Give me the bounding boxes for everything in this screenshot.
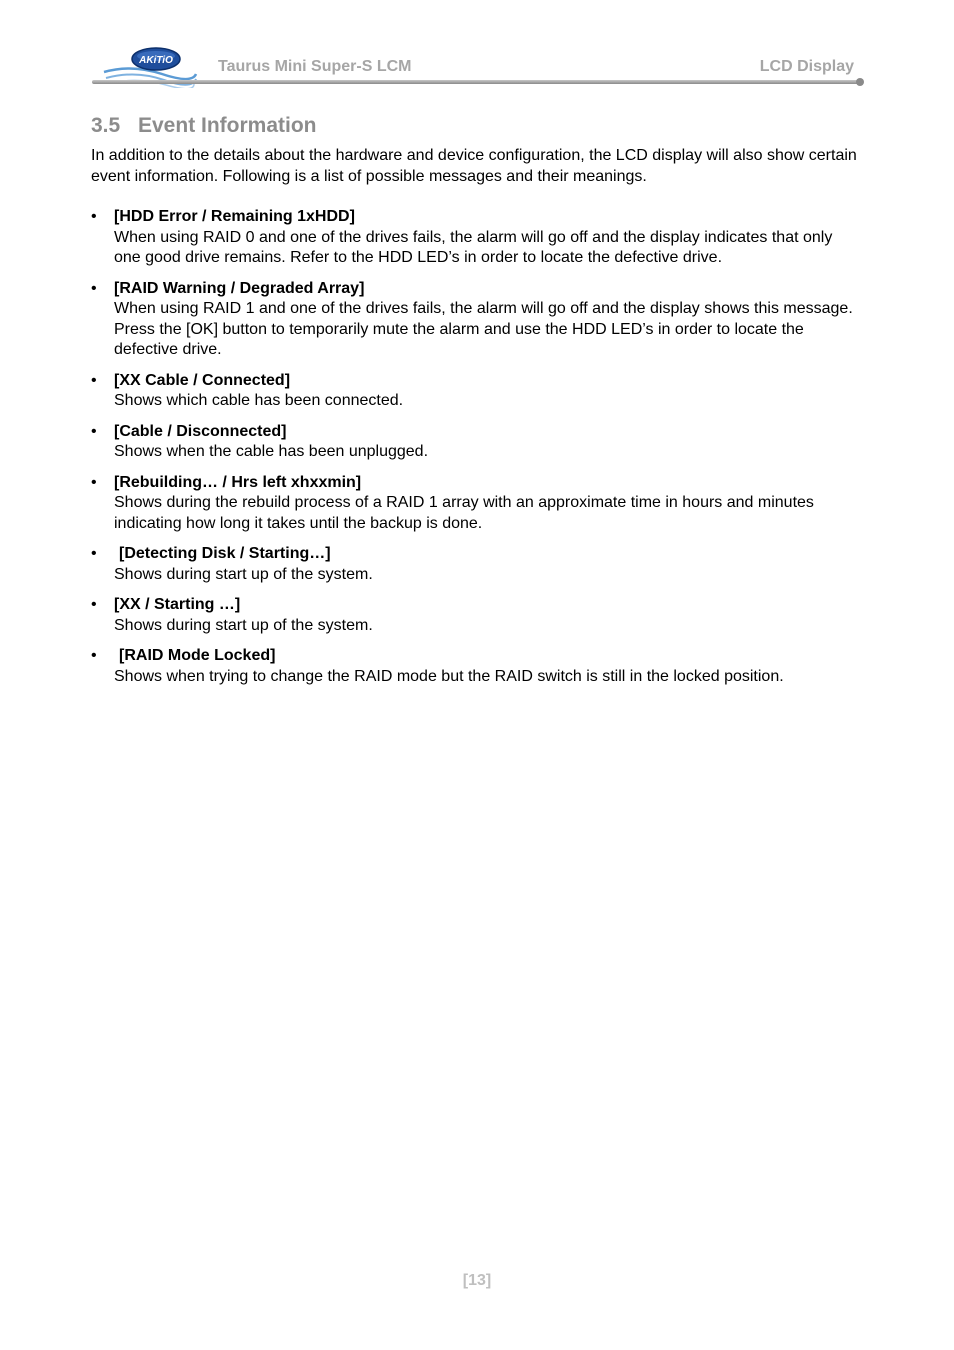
section-title: Event Information — [138, 114, 317, 137]
page-header — [92, 44, 862, 90]
event-title: [Rebuilding… / Hrs left xhxxmin] — [114, 473, 362, 491]
list-item — [91, 422, 861, 463]
bullet-icon: • — [91, 545, 97, 562]
event-title: [RAID Warning / Degraded Array] — [114, 279, 365, 297]
list-item — [91, 473, 861, 535]
list-item — [91, 595, 861, 636]
list-item — [91, 646, 861, 687]
bullet-icon: • — [91, 279, 97, 297]
bullet-icon: • — [91, 371, 97, 389]
section-heading — [91, 114, 861, 138]
bullet-icon: • — [91, 422, 97, 440]
event-title: [HDD Error / Remaining 1xHDD] — [114, 208, 355, 225]
event-description: Shows during start up of the system. — [114, 616, 373, 634]
page-content — [91, 114, 861, 697]
bullet-icon: • — [91, 473, 97, 491]
event-description: When using RAID 1 and one of the drives fails, the alarm will go off and the display shows this message. Press the [OK] button to temporarily mute the alarm and use the HDD LED’s in order to locate the defective drive. — [114, 300, 853, 358]
header-rule-end-dot — [856, 78, 864, 86]
intro-paragraph: In addition to the details about the hardware and device configuration, the LCD display will also show certain event information. Following is a list of possible messages and their meanings. — [91, 147, 857, 185]
bullet-icon: • — [91, 208, 97, 225]
bullet-icon: • — [91, 596, 97, 613]
event-title: [XX Cable / Connected] — [114, 371, 291, 389]
list-item — [91, 279, 861, 361]
event-description: Shows when the cable has been unplugged. — [114, 443, 429, 460]
bullet-icon: • — [91, 647, 97, 664]
event-description: Shows during start up of the system. — [114, 565, 373, 583]
event-title: [Detecting Disk / Starting…] — [119, 545, 331, 562]
event-title: [XX / Starting …] — [114, 596, 241, 613]
header-section-title: LCD Display — [759, 58, 854, 75]
header-rule — [92, 80, 862, 84]
list-item — [91, 207, 861, 269]
event-description: When using RAID 0 and one of the drives fails, the alarm will go off and the display indicates that only one good drive remains. Refer to the HDD LED’s in order to locate the defective drive. — [114, 228, 833, 266]
list-item — [91, 544, 861, 585]
event-description: Shows which cable has been connected. — [114, 392, 404, 409]
event-list — [91, 207, 861, 687]
event-title: [RAID Mode Locked] — [119, 647, 276, 664]
event-description: Shows when trying to change the RAID mode but the RAID switch is still in the locked position. — [114, 667, 784, 685]
event-title: [Cable / Disconnected] — [114, 422, 287, 440]
header-product-title: Taurus Mini Super-S LCM — [218, 58, 412, 75]
list-item — [91, 371, 861, 412]
section-number: 3.5 — [91, 114, 121, 137]
svg-text:AKiTiO: AKiTiO — [139, 55, 173, 66]
event-description: Shows during the rebuild process of a RAID 1 array with an approximate time in hours and minutes indicating how long it takes until the backup is done. — [114, 494, 814, 532]
page-number: [13] — [462, 1272, 492, 1289]
